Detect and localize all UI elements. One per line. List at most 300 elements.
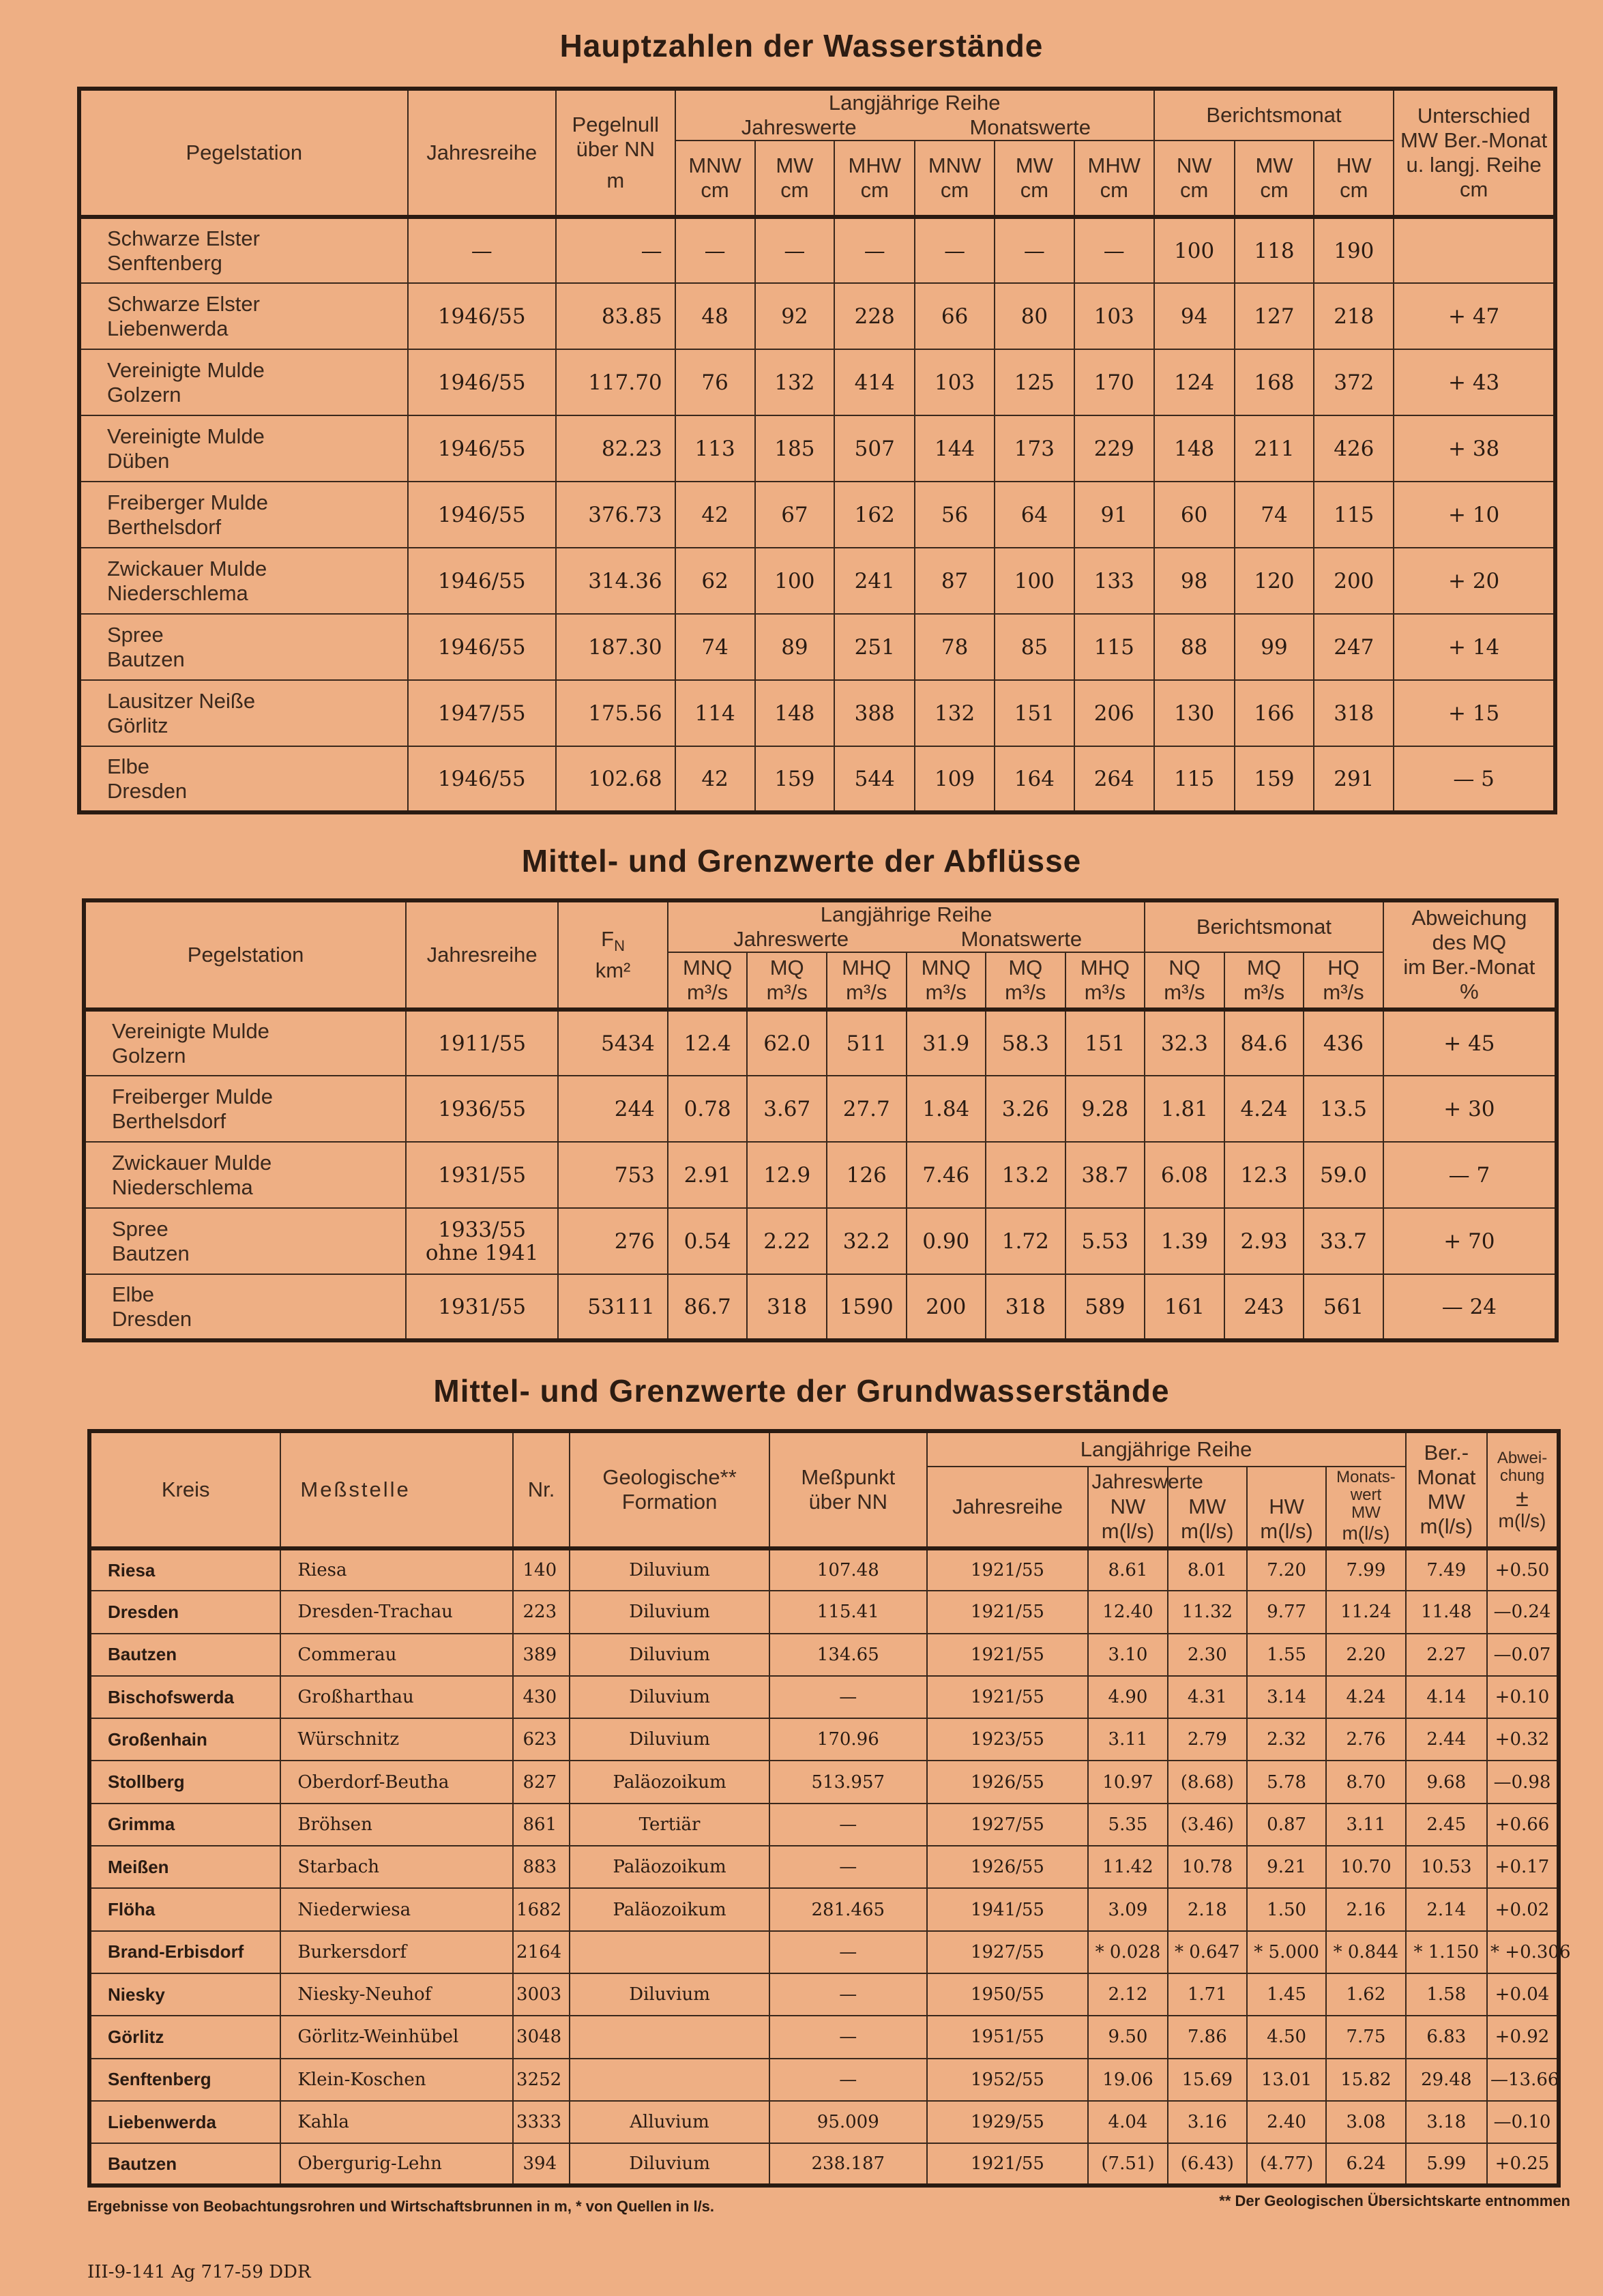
- kreis-cell: Brand-Erbisdorf: [89, 1931, 280, 1973]
- value-cell: 2.20: [1326, 1634, 1405, 1676]
- table1-title: Hauptzahlen der Wasserstände: [559, 28, 1044, 63]
- messstelle-cell: Würschnitz: [280, 1718, 513, 1761]
- value-cell: +0.04: [1487, 1973, 1559, 2016]
- deviation-cell: + 70: [1383, 1208, 1557, 1274]
- table-row: [79, 482, 1555, 548]
- deviation-cell: — 24: [1383, 1274, 1557, 1340]
- station-name: Schwarze Elster Liebenwerda: [79, 283, 408, 349]
- value-cell: 1.71: [1168, 1973, 1247, 2016]
- table-row: [79, 415, 1555, 482]
- col-nq-report: NQ m³/s: [1145, 952, 1224, 1010]
- value-cell: 162: [834, 482, 915, 548]
- nr-cell: 389: [513, 1634, 570, 1676]
- value-cell: 132: [915, 680, 995, 746]
- print-reference: III-9-141 Ag 717-59 DDR: [87, 2262, 311, 2282]
- deviation-cell: + 45: [1383, 1010, 1557, 1076]
- value-cell: 4.24: [1224, 1076, 1304, 1142]
- table-row: [89, 1931, 1559, 1973]
- year-range: 1921/55: [927, 1548, 1089, 1591]
- value-cell: 2.14: [1406, 1888, 1487, 1930]
- messstelle-cell: Riesa: [280, 1548, 513, 1591]
- value-cell: 4.31: [1168, 1676, 1247, 1718]
- messstelle-cell: Dresden-Trachau: [280, 1591, 513, 1633]
- value-cell: 4.04: [1088, 2101, 1167, 2143]
- gauge-zero: 187.30: [556, 614, 675, 680]
- messstelle-cell: Großharthau: [280, 1676, 513, 1718]
- value-cell: 0.78: [668, 1076, 748, 1142]
- value-cell: —: [995, 217, 1074, 283]
- value-cell: 7.20: [1247, 1548, 1326, 1591]
- value-cell: 80: [995, 283, 1074, 349]
- nr-cell: 3333: [513, 2101, 570, 2143]
- value-cell: 1.72: [986, 1208, 1065, 1274]
- value-cell: 115: [1154, 746, 1235, 812]
- value-cell: 86.7: [668, 1274, 748, 1340]
- header-report-month: Berichtsmonat: [1145, 900, 1383, 952]
- deviation-cell: + 30: [1383, 1076, 1557, 1142]
- year-range: 1921/55: [927, 1676, 1089, 1718]
- value-cell: 2.91: [668, 1142, 748, 1208]
- value-cell: 109: [915, 746, 995, 812]
- header-difference: Unterschied MW Ber.-Monat u. langj. Reihe cm: [1394, 89, 1555, 217]
- value-cell: 190: [1314, 217, 1394, 283]
- nr-cell: 827: [513, 1761, 570, 1803]
- header-measuring-point: Meßpunkt über NN: [769, 1431, 927, 1548]
- messstelle-cell: Obergurig-Lehn: [280, 2143, 513, 2185]
- col-mw-year: MW cm: [755, 141, 835, 217]
- catchment-area: 53111: [558, 1274, 668, 1340]
- value-cell: 100: [1154, 217, 1235, 283]
- value-cell: 589: [1065, 1274, 1145, 1340]
- messstelle-cell: Görlitz-Weinhübel: [280, 2016, 513, 2058]
- value-cell: 3.10: [1088, 1634, 1167, 1676]
- year-range: 1927/55: [927, 1931, 1089, 1973]
- value-cell: 211: [1235, 415, 1314, 482]
- formation-cell: Diluvium: [570, 1634, 769, 1676]
- footnote-left: Ergebnisse von Beobachtungsrohren und Wirtschaftsbrunnen in m, * von Quellen in l/s.: [87, 2198, 715, 2215]
- value-cell: 4.14: [1406, 1676, 1487, 1718]
- value-cell: (7.51): [1088, 2143, 1167, 2185]
- value-cell: 76: [675, 349, 755, 415]
- value-cell: —: [675, 217, 755, 283]
- value-cell: 120: [1235, 548, 1314, 614]
- value-cell: 12.40: [1088, 1591, 1167, 1633]
- value-cell: * 5.000: [1247, 1931, 1326, 1973]
- value-cell: 2.40: [1247, 2101, 1326, 2143]
- value-cell: (4.77): [1247, 2143, 1326, 2185]
- value-cell: 318: [1314, 680, 1394, 746]
- kreis-cell: Liebenwerda: [89, 2101, 280, 2143]
- formation-cell: [570, 2016, 769, 2058]
- value-cell: 414: [834, 349, 915, 415]
- nr-cell: 394: [513, 2143, 570, 2185]
- value-cell: 200: [907, 1274, 986, 1340]
- table-row: [84, 1010, 1557, 1076]
- value-cell: 561: [1304, 1274, 1383, 1340]
- year-range: 1927/55: [927, 1804, 1089, 1846]
- value-cell: 113: [675, 415, 755, 482]
- value-cell: +0.17: [1487, 1846, 1559, 1888]
- measuring-point-cell: —: [769, 1804, 927, 1846]
- value-cell: 247: [1314, 614, 1394, 680]
- table-water-levels: [77, 87, 1557, 814]
- value-cell: 228: [834, 283, 915, 349]
- col-mq-year: MQ m³/s: [747, 952, 827, 1010]
- table-row: [89, 2101, 1559, 2143]
- kreis-cell: Bautzen: [89, 1634, 280, 1676]
- year-range: 1931/55: [406, 1142, 558, 1208]
- kreis-cell: Bischofswerda: [89, 1676, 280, 1718]
- value-cell: 132: [755, 349, 835, 415]
- table-row: [89, 1634, 1559, 1676]
- formation-cell: [570, 1931, 769, 1973]
- value-cell: 11.48: [1406, 1591, 1487, 1633]
- value-cell: 2.79: [1168, 1718, 1247, 1761]
- value-cell: 1.39: [1145, 1208, 1224, 1274]
- value-cell: 74: [1235, 482, 1314, 548]
- station-name: Spree Bautzen: [84, 1208, 406, 1274]
- table-row: [84, 1208, 1557, 1274]
- value-cell: 166: [1235, 680, 1314, 746]
- year-range: 1952/55: [927, 2059, 1089, 2101]
- col-mw-month: MW cm: [995, 141, 1074, 217]
- value-cell: 2.18: [1168, 1888, 1247, 1930]
- station-name: Vereinigte Mulde Düben: [79, 415, 408, 482]
- year-range: 1921/55: [927, 2143, 1089, 2185]
- table-row: [79, 548, 1555, 614]
- value-cell: 4.90: [1088, 1676, 1167, 1718]
- kreis-cell: Görlitz: [89, 2016, 280, 2058]
- value-cell: 6.24: [1326, 2143, 1405, 2185]
- table-row: [79, 283, 1555, 349]
- value-cell: 10.78: [1168, 1846, 1247, 1888]
- station-name: Vereinigte Mulde Golzern: [79, 349, 408, 415]
- messstelle-cell: Starbach: [280, 1846, 513, 1888]
- header-report-mw: Ber.- Monat MW m(l/s): [1406, 1431, 1487, 1548]
- kreis-cell: Dresden: [89, 1591, 280, 1633]
- value-cell: 38.7: [1065, 1142, 1145, 1208]
- value-cell: 4.24: [1326, 1676, 1405, 1718]
- measuring-point-cell: 134.65: [769, 1634, 927, 1676]
- value-cell: 62.0: [747, 1010, 827, 1076]
- nr-cell: 3252: [513, 2059, 570, 2101]
- col-mhw-month: MHW cm: [1074, 141, 1154, 217]
- value-cell: 3.08: [1326, 2101, 1405, 2143]
- header-longterm: Langjährige Reihe: [927, 1431, 1406, 1467]
- measuring-point-cell: 107.48: [769, 1548, 927, 1591]
- value-cell: 62: [675, 548, 755, 614]
- value-cell: 2.27: [1406, 1634, 1487, 1676]
- gauge-zero: 117.70: [556, 349, 675, 415]
- nr-cell: 623: [513, 1718, 570, 1761]
- value-cell: 318: [986, 1274, 1065, 1340]
- value-cell: 4.50: [1247, 2016, 1326, 2058]
- kreis-cell: Bautzen: [89, 2143, 280, 2185]
- catchment-area: 5434: [558, 1010, 668, 1076]
- kreis-cell: Meißen: [89, 1846, 280, 1888]
- formation-cell: [570, 2059, 769, 2101]
- header-longterm: Langjährige Reihe Jahreswerte Monatswerte: [668, 900, 1145, 952]
- table-row: [89, 1888, 1559, 1930]
- value-cell: 291: [1314, 746, 1394, 812]
- value-cell: 2.32: [1247, 1718, 1326, 1761]
- value-cell: 103: [915, 349, 995, 415]
- value-cell: 125: [995, 349, 1074, 415]
- value-cell: 126: [827, 1142, 907, 1208]
- year-range: 1926/55: [927, 1846, 1089, 1888]
- kreis-cell: Großenhain: [89, 1718, 280, 1761]
- value-cell: 56: [915, 482, 995, 548]
- value-cell: 87: [915, 548, 995, 614]
- year-range: 1921/55: [927, 1634, 1089, 1676]
- col-mnw-year: MNW cm: [675, 141, 755, 217]
- value-cell: 33.7: [1304, 1208, 1383, 1274]
- value-cell: 8.70: [1326, 1761, 1405, 1803]
- value-cell: * 0.844: [1326, 1931, 1405, 1973]
- value-cell: 9.21: [1247, 1846, 1326, 1888]
- value-cell: 60: [1154, 482, 1235, 548]
- table3-title: Mittel- und Grenzwerte der Grundwasserstände: [433, 1373, 1170, 1409]
- kreis-cell: Senftenberg: [89, 2059, 280, 2101]
- value-cell: * 1.150: [1406, 1931, 1487, 1973]
- value-cell: 130: [1154, 680, 1235, 746]
- value-cell: 148: [1154, 415, 1235, 482]
- value-cell: 148: [755, 680, 835, 746]
- measuring-point-cell: 115.41: [769, 1591, 927, 1633]
- value-cell: +0.25: [1487, 2143, 1559, 2185]
- value-cell: 1.58: [1406, 1973, 1487, 2016]
- table-row: [89, 2143, 1559, 2185]
- table-row: [84, 1076, 1557, 1142]
- value-cell: 241: [834, 548, 915, 614]
- header-geology: Geologische** Formation: [570, 1431, 769, 1548]
- value-cell: 58.3: [986, 1010, 1065, 1076]
- value-cell: 1.50: [1247, 1888, 1326, 1930]
- header-fn: $F_N$ km²: [558, 900, 668, 1010]
- catchment-area: 276: [558, 1208, 668, 1274]
- gauge-zero: 82.23: [556, 415, 675, 482]
- header-deviation: Abweichung des MQ im Ber.-Monat %: [1383, 900, 1557, 1010]
- col-mhq-year: MHQ m³/s: [827, 952, 907, 1010]
- year-range: 1931/55: [406, 1274, 558, 1340]
- value-cell: 173: [995, 415, 1074, 482]
- header-pegelnull: Pegelnull über NN m: [556, 89, 675, 217]
- measuring-point-cell: 281.465: [769, 1888, 927, 1930]
- value-cell: 159: [1235, 746, 1314, 812]
- value-cell: 31.9: [907, 1010, 986, 1076]
- value-cell: —: [834, 217, 915, 283]
- header-station: Pegelstation: [79, 89, 408, 217]
- value-cell: 42: [675, 746, 755, 812]
- nr-cell: 430: [513, 1676, 570, 1718]
- year-range: 1929/55: [927, 2101, 1089, 2143]
- table-row: [79, 746, 1555, 812]
- table-row: [79, 614, 1555, 680]
- table-row: [89, 1973, 1559, 2016]
- value-cell: 12.4: [668, 1010, 748, 1076]
- messstelle-cell: Oberdorf-Beutha: [280, 1761, 513, 1803]
- value-cell: 168: [1235, 349, 1314, 415]
- value-cell: 99: [1235, 614, 1314, 680]
- station-name: Zwickauer Mulde Niederschlema: [84, 1142, 406, 1208]
- value-cell: 88: [1154, 614, 1235, 680]
- value-cell: +0.10: [1487, 1676, 1559, 1718]
- gauge-zero: —: [556, 217, 675, 283]
- table-row: [89, 2059, 1559, 2101]
- value-cell: 7.86: [1168, 2016, 1247, 2058]
- formation-cell: Alluvium: [570, 2101, 769, 2143]
- gauge-zero: 102.68: [556, 746, 675, 812]
- value-cell: 3.67: [747, 1076, 827, 1142]
- value-cell: 511: [827, 1010, 907, 1076]
- header-messstelle: Meßstelle: [280, 1431, 513, 1548]
- year-range: 1947/55: [408, 680, 556, 746]
- value-cell: 115: [1314, 482, 1394, 548]
- col-mnw-month: MNW cm: [915, 141, 995, 217]
- value-cell: +0.32: [1487, 1718, 1559, 1761]
- difference-cell: + 38: [1394, 415, 1555, 482]
- messstelle-cell: Burkersdorf: [280, 1931, 513, 1973]
- year-range: 1933/55 ohne 1941: [406, 1208, 558, 1274]
- value-cell: 264: [1074, 746, 1154, 812]
- value-cell: —: [915, 217, 995, 283]
- value-cell: 59.0: [1304, 1142, 1383, 1208]
- formation-cell: Paläozoikum: [570, 1846, 769, 1888]
- nr-cell: 883: [513, 1846, 570, 1888]
- value-cell: 7.49: [1406, 1548, 1487, 1591]
- value-cell: 92: [755, 283, 835, 349]
- table-row: [89, 1718, 1559, 1761]
- year-range: 1911/55: [406, 1010, 558, 1076]
- year-range: 1921/55: [927, 1591, 1089, 1633]
- station-name: Elbe Dresden: [79, 746, 408, 812]
- formation-cell: Paläozoikum: [570, 1888, 769, 1930]
- value-cell: 78: [915, 614, 995, 680]
- difference-cell: + 43: [1394, 349, 1555, 415]
- difference-cell: + 20: [1394, 548, 1555, 614]
- value-cell: 10.97: [1088, 1761, 1167, 1803]
- value-cell: 1.45: [1247, 1973, 1326, 2016]
- value-cell: 9.50: [1088, 2016, 1167, 2058]
- value-cell: 2.12: [1088, 1973, 1167, 2016]
- formation-cell: Paläozoikum: [570, 1761, 769, 1803]
- value-cell: 12.9: [747, 1142, 827, 1208]
- value-cell: (8.68): [1168, 1761, 1247, 1803]
- value-cell: 48: [675, 283, 755, 349]
- station-name: Vereinigte Mulde Golzern: [84, 1010, 406, 1076]
- value-cell: 1.84: [907, 1076, 986, 1142]
- value-cell: —0.07: [1487, 1634, 1559, 1676]
- catchment-area: 244: [558, 1076, 668, 1142]
- value-cell: 118: [1235, 217, 1314, 283]
- value-cell: 3.11: [1326, 1804, 1405, 1846]
- value-cell: 388: [834, 680, 915, 746]
- value-cell: —0.24: [1487, 1591, 1559, 1633]
- value-cell: 114: [675, 680, 755, 746]
- table-row: [89, 1591, 1559, 1633]
- value-cell: 1.55: [1247, 1634, 1326, 1676]
- value-cell: 7.99: [1326, 1548, 1405, 1591]
- year-range: 1946/55: [408, 482, 556, 548]
- station-name: Zwickauer Mulde Niederschlema: [79, 548, 408, 614]
- col-mq-report: MQ m³/s: [1224, 952, 1304, 1010]
- value-cell: 229: [1074, 415, 1154, 482]
- value-cell: 32.3: [1145, 1010, 1224, 1076]
- value-cell: 6.83: [1406, 2016, 1487, 2058]
- value-cell: 243: [1224, 1274, 1304, 1340]
- formation-cell: Diluvium: [570, 1676, 769, 1718]
- header-deviation: Abwei- chung ± m(l/s): [1487, 1431, 1559, 1548]
- value-cell: 251: [834, 614, 915, 680]
- nr-cell: 3048: [513, 2016, 570, 2058]
- value-cell: * 0.028: [1088, 1931, 1167, 1973]
- header-years: Jahresreihe: [406, 900, 558, 1010]
- year-range: 1941/55: [927, 1888, 1089, 1930]
- table-row: [89, 1548, 1559, 1591]
- value-cell: 8.01: [1168, 1548, 1247, 1591]
- value-cell: 200: [1314, 548, 1394, 614]
- value-cell: 10.53: [1406, 1846, 1487, 1888]
- measuring-point-cell: 95.009: [769, 2101, 927, 2143]
- year-range: 1946/55: [408, 548, 556, 614]
- value-cell: 15.82: [1326, 2059, 1405, 2101]
- value-cell: 5.99: [1406, 2143, 1487, 2185]
- value-cell: 29.48: [1406, 2059, 1487, 2101]
- col-years: Jahresreihe: [927, 1467, 1089, 1548]
- value-cell: 9.68: [1406, 1761, 1487, 1803]
- value-cell: 2.22: [747, 1208, 827, 1274]
- value-cell: 100: [755, 548, 835, 614]
- value-cell: +0.92: [1487, 2016, 1559, 2058]
- kreis-cell: Riesa: [89, 1548, 280, 1591]
- value-cell: 85: [995, 614, 1074, 680]
- value-cell: 151: [1065, 1010, 1145, 1076]
- measuring-point-cell: 238.187: [769, 2143, 927, 2185]
- value-cell: 218: [1314, 283, 1394, 349]
- kreis-cell: Niesky: [89, 1973, 280, 2016]
- table-row: [89, 1761, 1559, 1803]
- value-cell: 185: [755, 415, 835, 482]
- station-name: Schwarze Elster Senftenberg: [79, 217, 408, 283]
- value-cell: 0.90: [907, 1208, 986, 1274]
- measuring-point-cell: —: [769, 2059, 927, 2101]
- col-mhw-year: MHW cm: [834, 141, 915, 217]
- header-longterm: Langjährige Reihe Jahreswerte Monatswerte: [675, 89, 1154, 141]
- nr-cell: 861: [513, 1804, 570, 1846]
- catchment-area: 753: [558, 1142, 668, 1208]
- year-range: 1946/55: [408, 746, 556, 812]
- table-row: [89, 2016, 1559, 2058]
- year-range: —: [408, 217, 556, 283]
- col-mnq-year: MNQ m³/s: [668, 952, 748, 1010]
- measuring-point-cell: 170.96: [769, 1718, 927, 1761]
- value-cell: 1.81: [1145, 1076, 1224, 1142]
- nr-cell: 2164: [513, 1931, 570, 1973]
- value-cell: 66: [915, 283, 995, 349]
- difference-cell: [1394, 217, 1555, 283]
- nr-cell: 223: [513, 1591, 570, 1633]
- value-cell: 7.75: [1326, 2016, 1405, 2058]
- value-cell: 91: [1074, 482, 1154, 548]
- difference-cell: — 5: [1394, 746, 1555, 812]
- value-cell: 206: [1074, 680, 1154, 746]
- difference-cell: + 15: [1394, 680, 1555, 746]
- measuring-point-cell: —: [769, 1676, 927, 1718]
- measuring-point-cell: —: [769, 1931, 927, 1973]
- value-cell: 3.09: [1088, 1888, 1167, 1930]
- header-station: Pegelstation: [84, 900, 406, 1010]
- header-report-month: Berichtsmonat: [1154, 89, 1394, 141]
